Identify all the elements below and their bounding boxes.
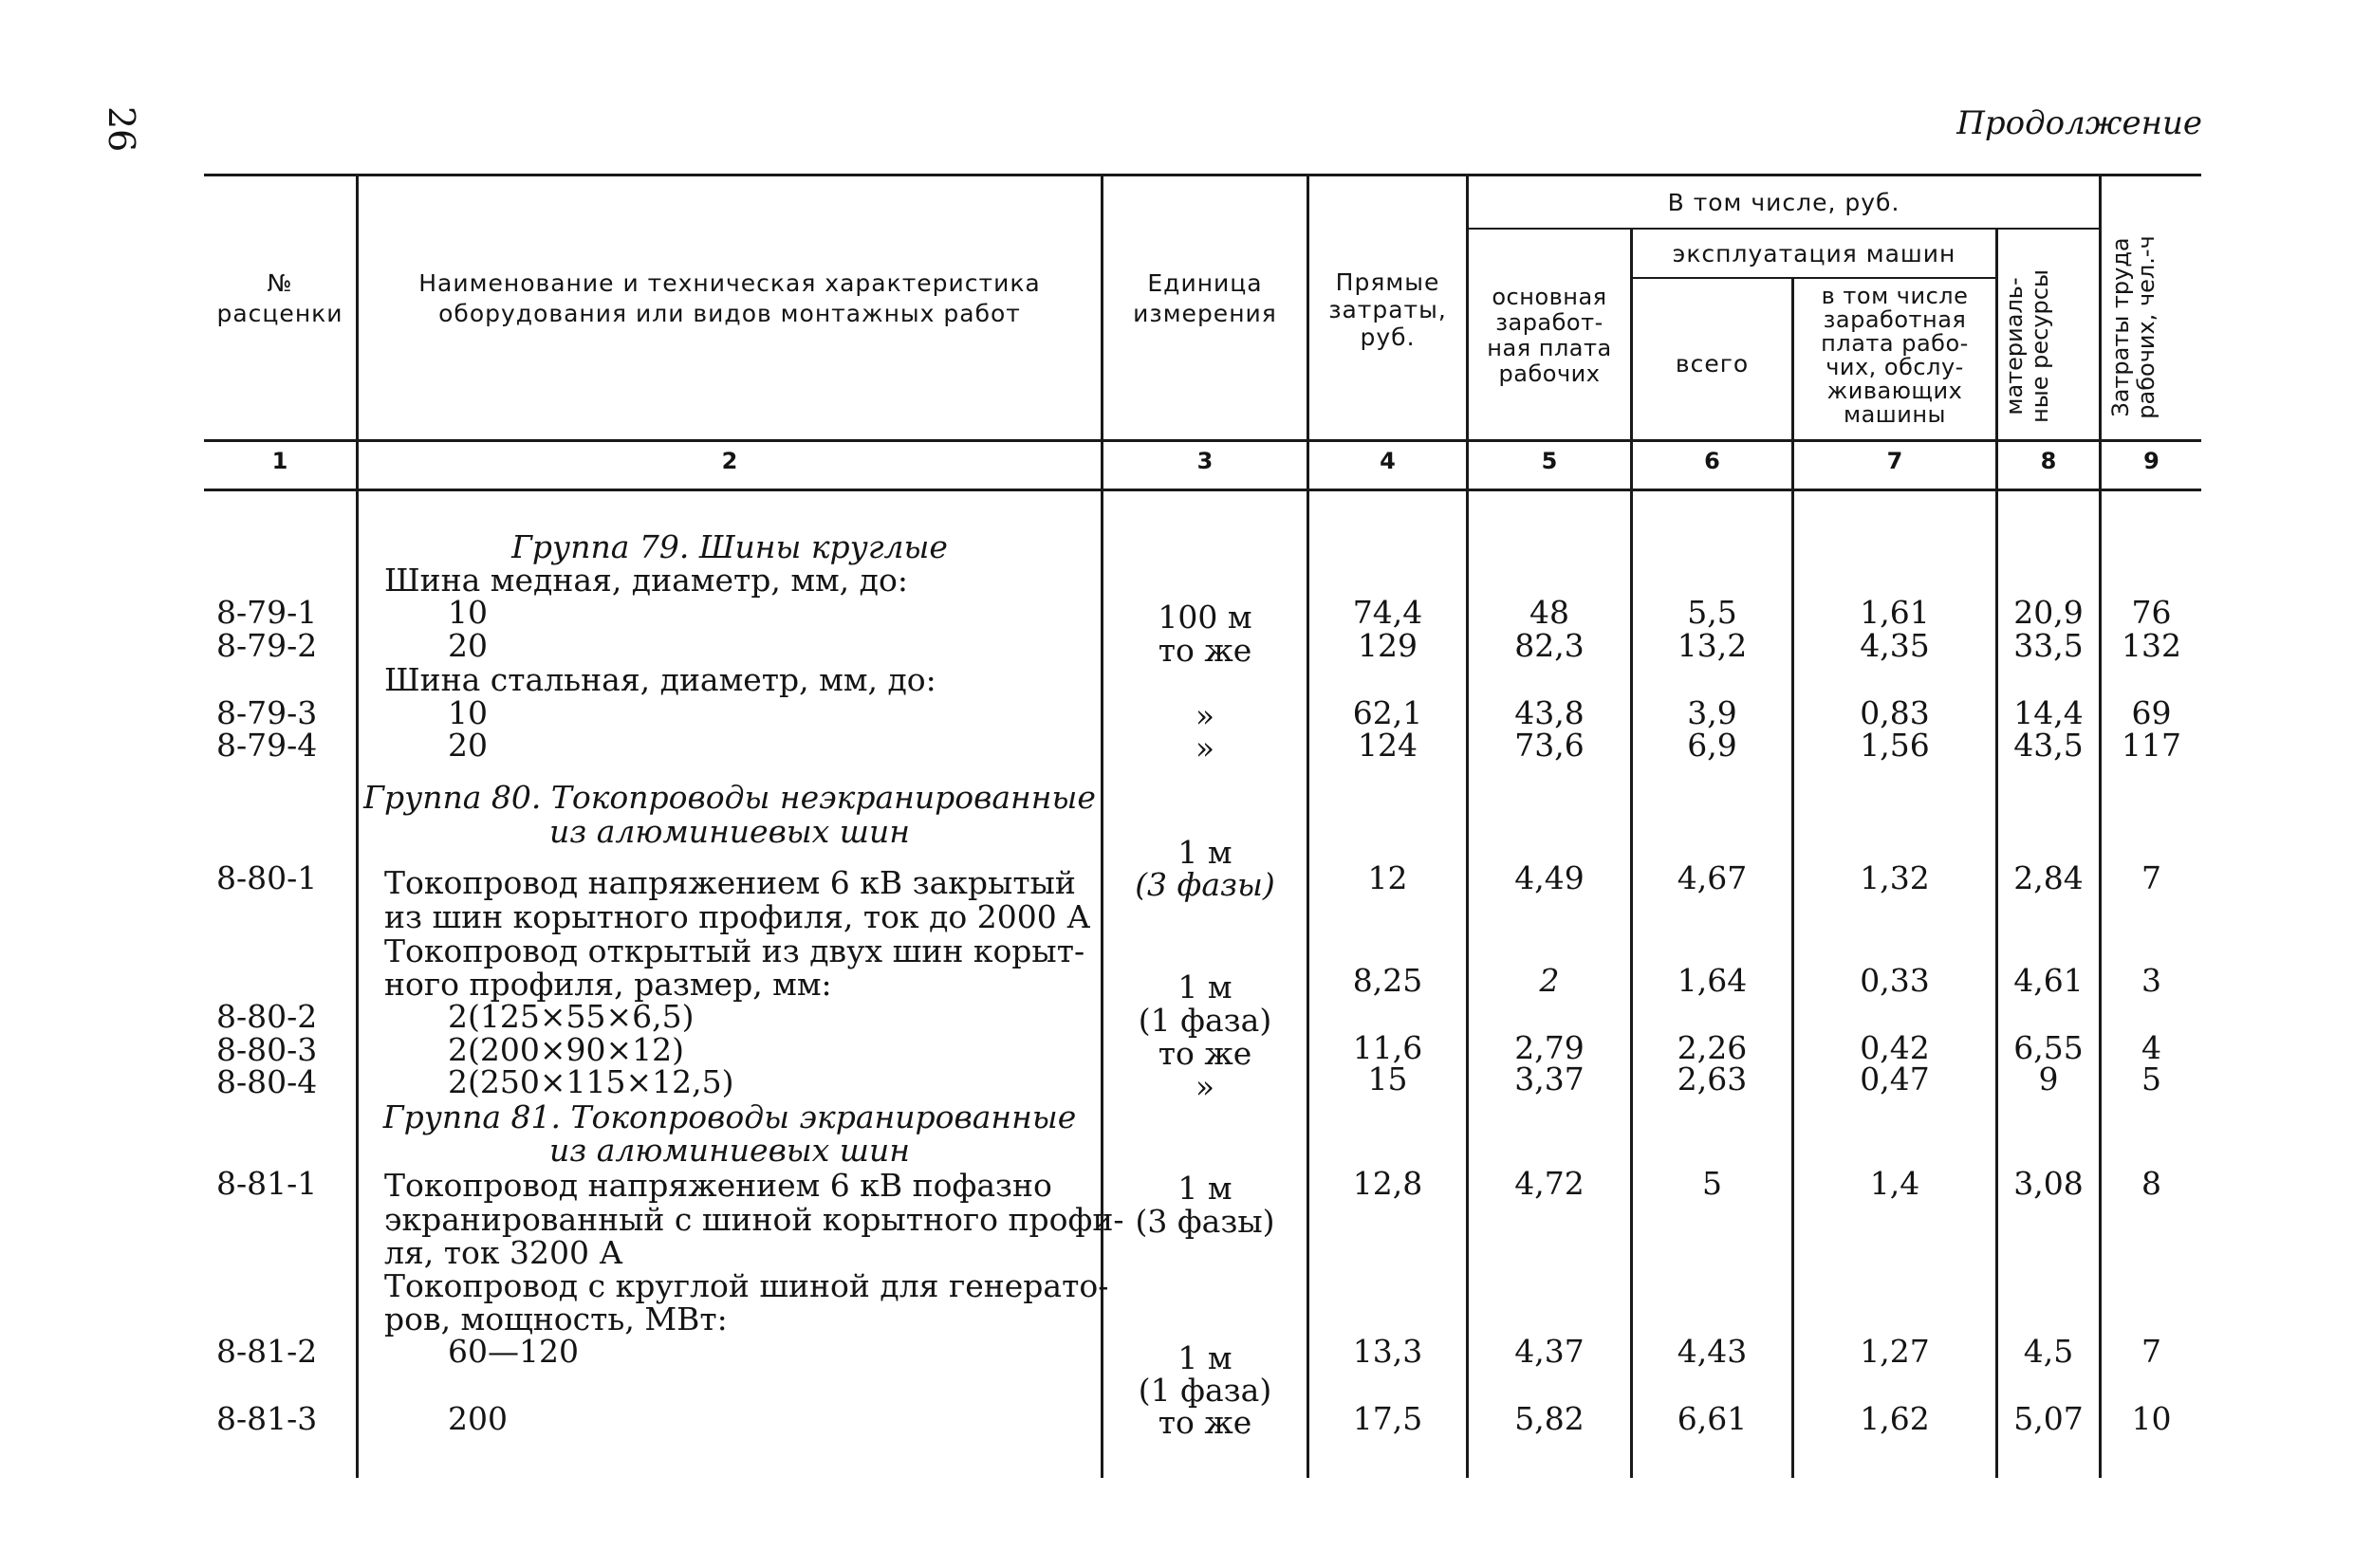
row-name: 200 bbox=[448, 1400, 508, 1437]
row-materials: 14,4 bbox=[2013, 694, 2084, 731]
header-name: Наименование и техническая характеристика оборудования или видов монтажных работ bbox=[418, 269, 1041, 327]
row-code: 8-80-3 bbox=[216, 1031, 318, 1068]
row-labor: 7 bbox=[2141, 859, 2161, 896]
col-number-8: 8 bbox=[2040, 448, 2057, 474]
row-wage: 2 bbox=[1539, 962, 1560, 999]
row-unit: 1 м bbox=[1177, 1339, 1233, 1376]
row-machine: 6,9 bbox=[1687, 727, 1737, 764]
row-unit: 1 м bbox=[1177, 834, 1233, 871]
row-materials: 6,55 bbox=[2013, 1029, 2084, 1066]
group-title: Группа 81. Токопроводы экранированные bbox=[382, 1098, 1077, 1135]
subhead-text: ного профиля, размер, мм: bbox=[384, 966, 832, 1003]
row-direct: 74,4 bbox=[1352, 594, 1423, 631]
col-number-7: 7 bbox=[1886, 448, 1903, 474]
row-name: 2(250×115×12,5) bbox=[448, 1063, 734, 1100]
row-name: Токопровод напряжением 6 кВ пофазно bbox=[384, 1167, 1052, 1204]
col-number-1: 1 bbox=[271, 448, 288, 474]
group-title: Группа 80. Токопроводы неэкранированные bbox=[363, 779, 1096, 816]
row-direct: 13,3 bbox=[1352, 1333, 1423, 1370]
row-name: из шин корытного профиля, ток до 2000 А bbox=[384, 898, 1091, 935]
col-number-2: 2 bbox=[721, 448, 738, 474]
row-unit: » bbox=[1195, 729, 1215, 766]
continuation-label: Продолжение bbox=[1956, 104, 2202, 142]
subhead-text: Токопровод открытый из двух шин корыт- bbox=[384, 932, 1085, 969]
row-machine: 1,64 bbox=[1677, 962, 1748, 999]
row-direct: 15 bbox=[1367, 1061, 1408, 1098]
header-materials: материаль- ные ресурсы bbox=[2001, 269, 2053, 423]
row-labor: 76 bbox=[2131, 594, 2172, 631]
row-unit: 1 м bbox=[1177, 968, 1233, 1005]
row-machine: 3,9 bbox=[1687, 694, 1737, 731]
row-code: 8-81-1 bbox=[216, 1165, 318, 1202]
row-machine: 5,5 bbox=[1687, 594, 1737, 631]
row-wage: 82,3 bbox=[1514, 627, 1585, 664]
row-labor: 117 bbox=[2122, 727, 2181, 764]
row-code: 8-81-2 bbox=[216, 1333, 318, 1370]
row-name: Токопровод напряжением 6 кВ закрытый bbox=[384, 864, 1076, 901]
row-labor: 3 bbox=[2141, 962, 2161, 999]
row-machine-wage: 1,32 bbox=[1860, 859, 1930, 896]
row-unit: 100 м bbox=[1158, 599, 1252, 636]
row-wage: 48 bbox=[1529, 594, 1569, 631]
header-labor: Затраты труда рабочих, чел.-ч bbox=[2107, 235, 2159, 419]
row-machine-wage: 0,47 bbox=[1860, 1061, 1930, 1098]
row-unit: то же bbox=[1158, 1404, 1252, 1441]
row-code: 8-80-2 bbox=[216, 998, 318, 1035]
header-machine-total: всего bbox=[1675, 350, 1750, 378]
row-code: 8-80-4 bbox=[216, 1063, 318, 1100]
row-code: 8-79-3 bbox=[216, 694, 318, 731]
row-labor: 10 bbox=[2131, 1400, 2172, 1437]
row-wage: 5,82 bbox=[1514, 1400, 1585, 1437]
row-machine-wage: 0,33 bbox=[1860, 962, 1930, 999]
col-number-9: 9 bbox=[2143, 448, 2159, 474]
col-number-4: 4 bbox=[1380, 448, 1396, 474]
row-machine-wage: 1,27 bbox=[1860, 1333, 1930, 1370]
col-number-3: 3 bbox=[1196, 448, 1214, 474]
row-name: 10 bbox=[448, 694, 488, 731]
group-title: из алюминиевых шин bbox=[548, 1132, 911, 1169]
row-wage: 4,37 bbox=[1514, 1333, 1585, 1370]
row-labor: 7 bbox=[2141, 1333, 2161, 1370]
row-machine: 2,26 bbox=[1677, 1029, 1748, 1066]
row-materials: 3,08 bbox=[2013, 1165, 2084, 1202]
group-title: Группа 79. Шины круглые bbox=[511, 528, 948, 565]
row-materials: 4,61 bbox=[2013, 962, 2084, 999]
row-machine-wage: 1,62 bbox=[1860, 1400, 1930, 1437]
row-machine-wage: 1,61 bbox=[1860, 594, 1930, 631]
subhead-text: Шина стальная, диаметр, мм, до: bbox=[384, 661, 936, 698]
row-machine-wage: 1,56 bbox=[1860, 727, 1930, 764]
row-unit: (1 фаза) bbox=[1138, 1372, 1272, 1409]
row-code: 8-81-3 bbox=[216, 1400, 318, 1437]
col-number-5: 5 bbox=[1541, 448, 1558, 474]
row-wage: 3,37 bbox=[1514, 1061, 1585, 1098]
row-machine-wage: 0,83 bbox=[1860, 694, 1930, 731]
row-code: 8-79-1 bbox=[216, 594, 318, 631]
row-unit: » bbox=[1195, 697, 1215, 734]
row-unit: 1 м bbox=[1177, 1170, 1233, 1207]
row-machine-wage: 1,4 bbox=[1869, 1165, 1920, 1202]
row-machine: 2,63 bbox=[1677, 1061, 1748, 1098]
row-unit: (3 фазы) bbox=[1135, 1203, 1275, 1240]
row-labor: 132 bbox=[2122, 627, 2181, 664]
row-unit: (3 фазы) bbox=[1135, 866, 1275, 903]
row-direct: 12,8 bbox=[1352, 1165, 1423, 1202]
row-name: 2(200×90×12) bbox=[448, 1031, 685, 1068]
row-wage: 4,72 bbox=[1514, 1165, 1585, 1202]
row-name: 20 bbox=[448, 727, 488, 764]
col-number-6: 6 bbox=[1704, 448, 1720, 474]
row-materials: 2,84 bbox=[2013, 859, 2084, 896]
header-machine-wage: в том числе заработная плата рабо- чих, обслу- живающих машины bbox=[1821, 283, 1969, 428]
page-number: 26 bbox=[101, 106, 142, 153]
row-code: 8-80-1 bbox=[216, 859, 318, 896]
row-machine: 4,67 bbox=[1677, 859, 1748, 896]
row-direct: 12 bbox=[1367, 859, 1408, 896]
header-basic-wage: основная заработ- ная плата рабочих bbox=[1487, 284, 1612, 387]
header-unit: Единица измерения bbox=[1133, 269, 1277, 327]
row-labor: 5 bbox=[2141, 1061, 2161, 1098]
row-direct: 11,6 bbox=[1352, 1029, 1423, 1066]
row-name: ля, ток 3200 А bbox=[384, 1234, 623, 1271]
row-direct: 129 bbox=[1358, 627, 1418, 664]
row-direct: 124 bbox=[1358, 727, 1418, 764]
row-materials: 20,9 bbox=[2013, 594, 2084, 631]
row-code: 8-79-2 bbox=[216, 627, 318, 664]
row-wage: 2,79 bbox=[1514, 1029, 1585, 1066]
row-unit: (1 фаза) bbox=[1138, 1002, 1272, 1039]
group-title: из алюминиевых шин bbox=[548, 813, 911, 850]
row-direct: 62,1 bbox=[1352, 694, 1423, 731]
header-code: № расценки bbox=[216, 269, 343, 327]
row-machine: 13,2 bbox=[1677, 627, 1748, 664]
row-materials: 4,5 bbox=[2023, 1333, 2074, 1370]
row-machine: 5 bbox=[1702, 1165, 1722, 1202]
row-machine: 4,43 bbox=[1677, 1333, 1748, 1370]
header-machine-group: эксплуатация машин bbox=[1672, 240, 1956, 267]
row-materials: 9 bbox=[2038, 1061, 2059, 1098]
row-materials: 43,5 bbox=[2013, 727, 2084, 764]
row-machine-wage: 0,42 bbox=[1860, 1029, 1930, 1066]
row-name: 2(125×55×6,5) bbox=[448, 998, 695, 1035]
subhead-text: ров, мощность, МВт: bbox=[384, 1301, 728, 1337]
row-wage: 73,6 bbox=[1514, 727, 1585, 764]
row-unit: то же bbox=[1158, 1035, 1252, 1072]
row-direct: 8,25 bbox=[1352, 962, 1423, 999]
row-materials: 33,5 bbox=[2013, 627, 2084, 664]
row-labor: 4 bbox=[2141, 1029, 2161, 1066]
subhead-text: Шина медная, диаметр, мм, до: bbox=[384, 562, 908, 599]
row-labor: 8 bbox=[2141, 1165, 2161, 1202]
subhead-text: Токопровод с круглой шиной для генерато- bbox=[384, 1267, 1109, 1304]
row-machine-wage: 4,35 bbox=[1860, 627, 1930, 664]
header-incl-group: В том числе, руб. bbox=[1667, 189, 1900, 216]
row-name: экранированный с шиной корытного профи- bbox=[384, 1201, 1124, 1238]
row-name: 60—120 bbox=[448, 1333, 579, 1370]
row-unit: то же bbox=[1158, 632, 1252, 669]
row-name: 20 bbox=[448, 627, 488, 664]
row-machine: 6,61 bbox=[1677, 1400, 1748, 1437]
header-direct-costs: Прямые затраты, руб. bbox=[1328, 268, 1447, 351]
row-unit: » bbox=[1195, 1068, 1215, 1105]
row-name: 10 bbox=[448, 594, 488, 631]
row-code: 8-79-4 bbox=[216, 727, 318, 764]
row-wage: 4,49 bbox=[1514, 859, 1585, 896]
row-materials: 5,07 bbox=[2013, 1400, 2084, 1437]
row-direct: 17,5 bbox=[1352, 1400, 1423, 1437]
row-wage: 43,8 bbox=[1514, 694, 1585, 731]
row-labor: 69 bbox=[2131, 694, 2172, 731]
